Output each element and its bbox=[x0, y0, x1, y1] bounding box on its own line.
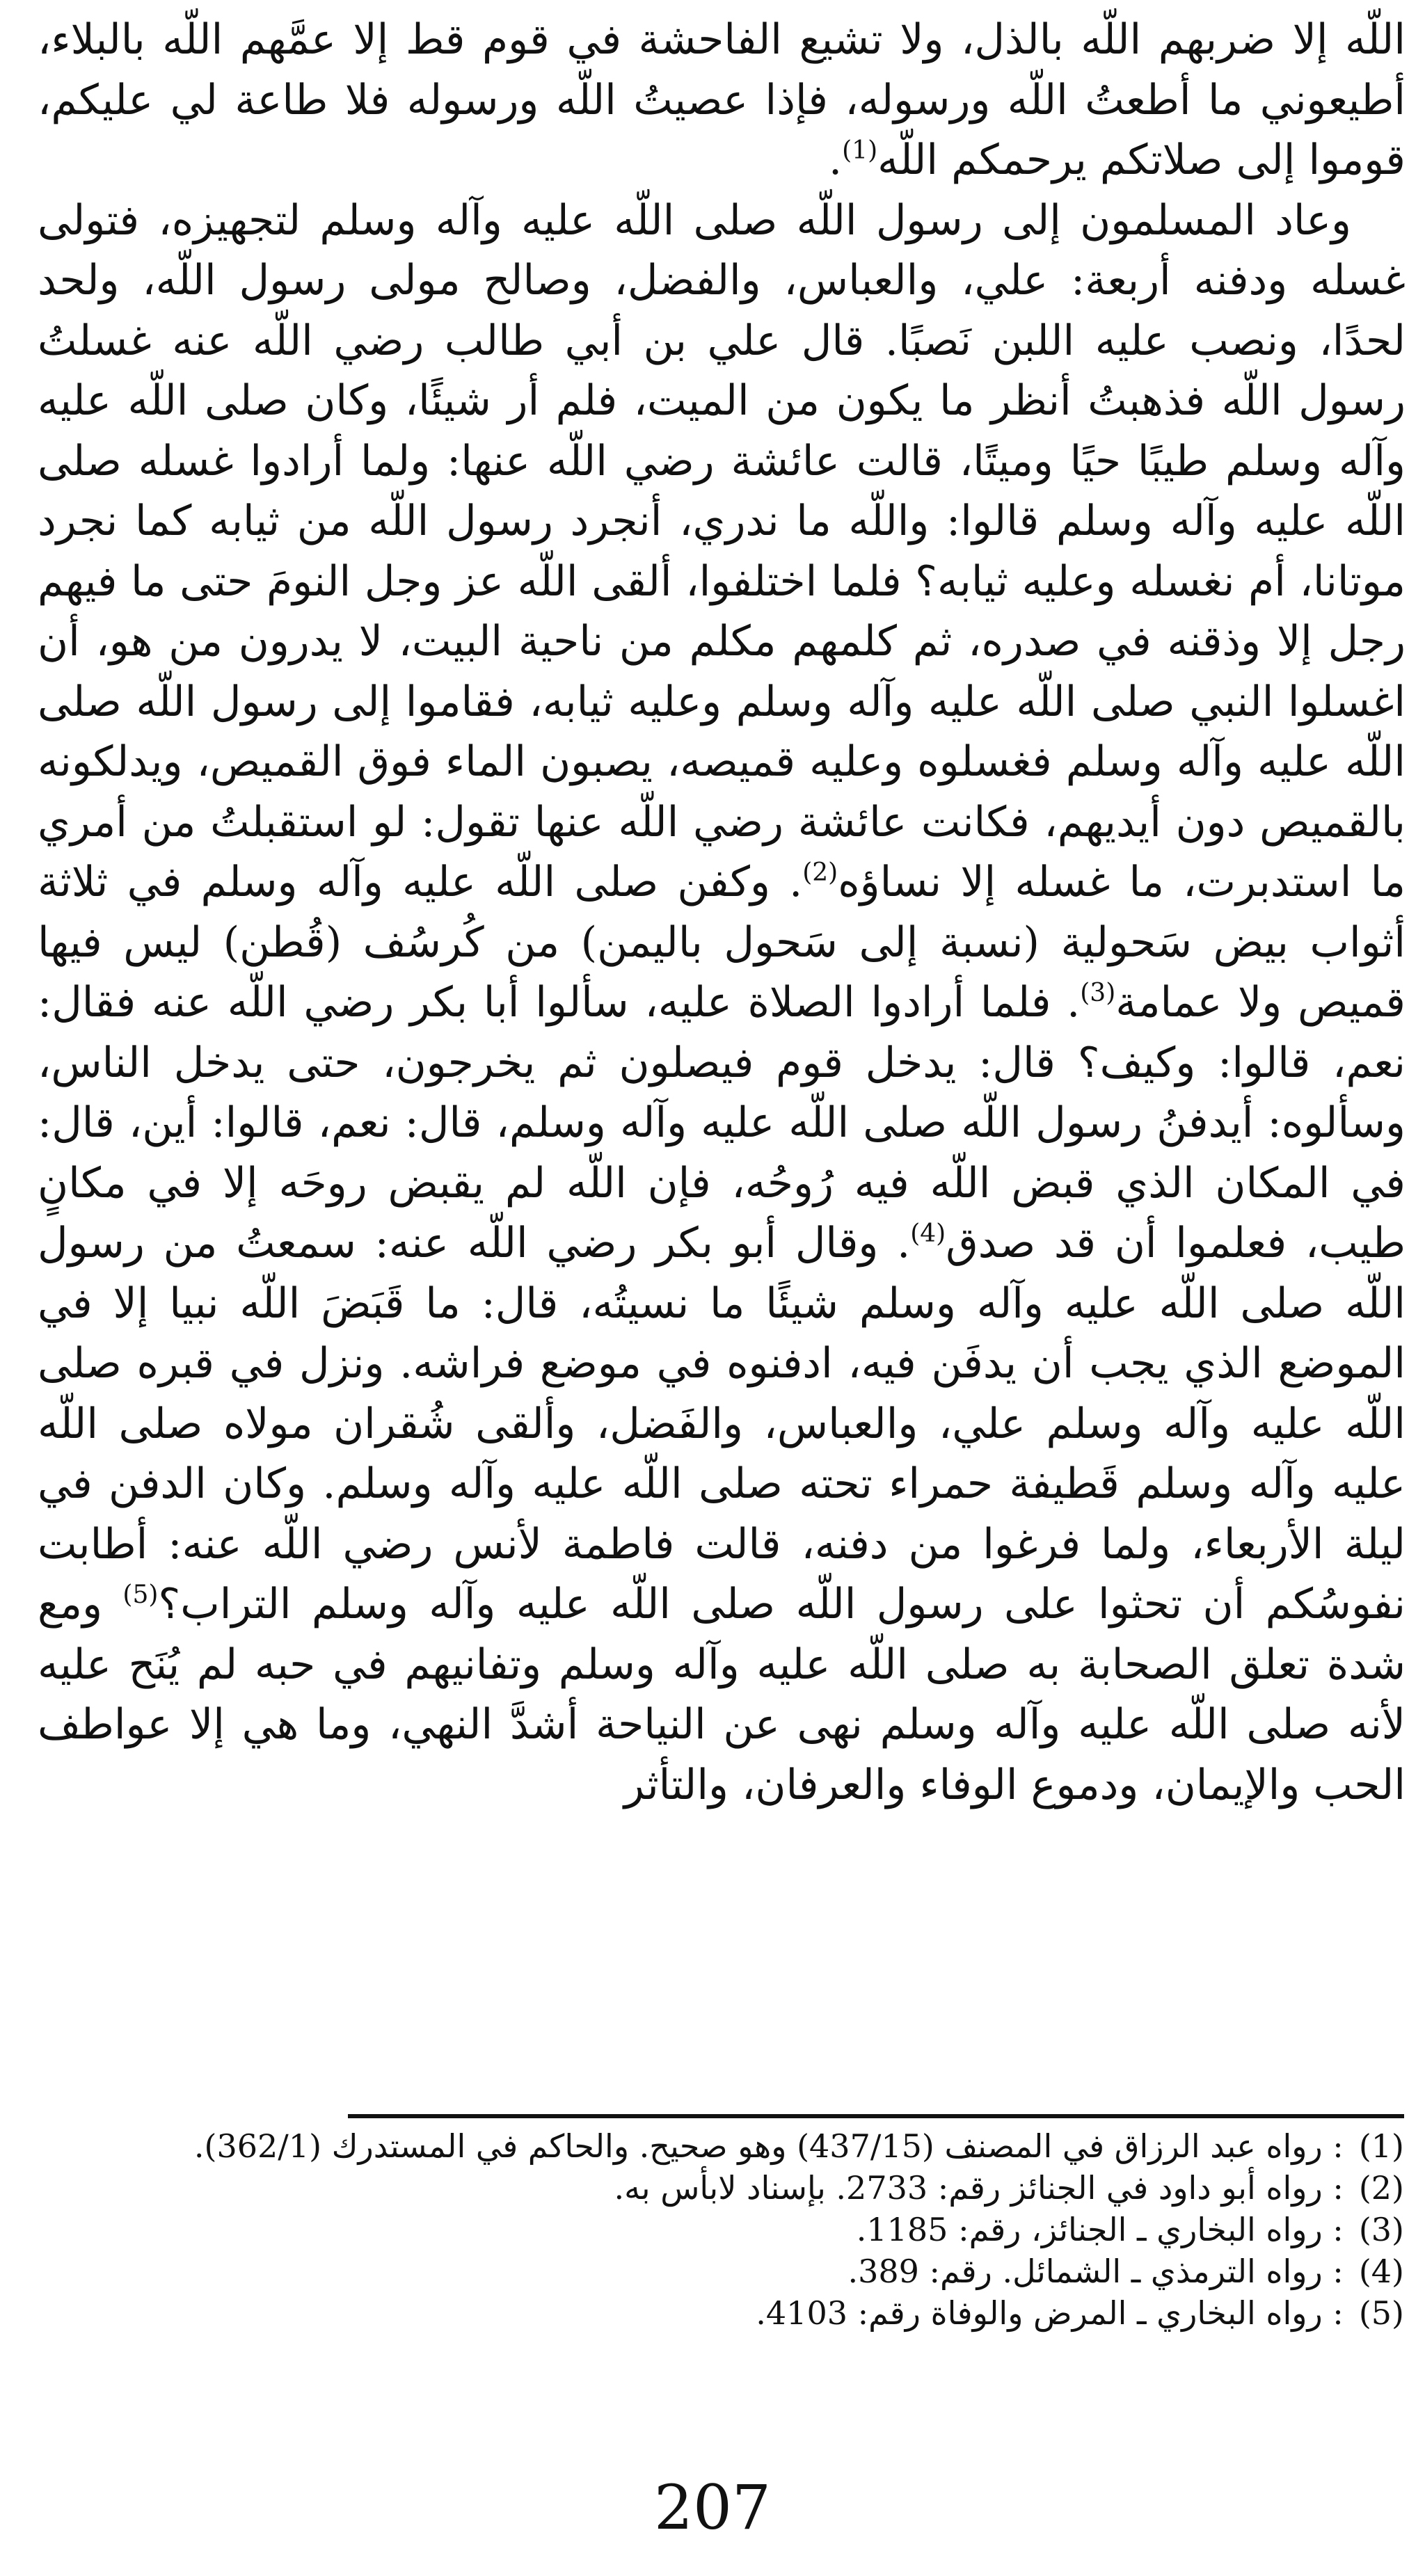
footnote-number: (3) bbox=[1358, 2211, 1404, 2248]
paragraph-2 bbox=[38, 191, 1406, 1816]
paragraph-1-end: . bbox=[829, 136, 843, 184]
paragraph-1 bbox=[38, 10, 1406, 191]
footnote-1 bbox=[193, 2125, 1404, 2167]
page-number: 207 bbox=[654, 2472, 771, 2543]
footnote-3 bbox=[348, 2209, 1404, 2250]
footnote-number: (1) bbox=[1358, 2127, 1404, 2165]
paragraph-1-text: اللّه إلا ضربهم اللّه بالذل، ولا تشيع الفاحشة في قوم قط إلا عمَّهم اللّه بالبلاء، أطيعوني ما أطعتُ اللّه ورسوله، فإذا عصيتُ اللّه ورسوله فلا طاعة لي عليكم، قوموا إلى صلاتكم يرحمكم اللّه bbox=[38, 15, 1406, 184]
footnote-4 bbox=[348, 2250, 1404, 2292]
footnote-text: : رواه عبد الرزاق في المصنف (437/15) وهو صحيح. والحاكم في المستدرك (362/1). bbox=[193, 2127, 1344, 2165]
paragraph-2-part-1: وعاد المسلمون إلى رسول اللّه صلى اللّه عليه وآله وسلم لتجهيزه، فتولى غسله ودفنه أربعة: علي، والعباس، والفضل، وصالح مولى رسول اللّه، ولحد لحدًا، ونصب عليه اللبن نَصبًا. قال علي بن أبي طالب رضي اللّه عنه غسلتُ رسول اللّه فذهبتُ أنظر ما يكون من الميت، فلم أر شيئًا، وكان صلى اللّه عليه وآله وسلم طيبًا حيًا وميتًا، قالت عائشة رضي اللّه عنها: ولما أرادوا غسله صلى اللّه عليه وآله وسلم قالوا: واللّه ما ندري، أنجرد رسول اللّه من ثيابه كما نجرد موتانا، أم نغسله وعليه ثيابه؟ فلما اختلفوا، ألقى اللّه عز وجل النومَ حتى ما فيهم رجل إلا وذقنه في صدره، ثم كلمهم مكلم من ناحية البيت، لا يدرون من هو، أن اغسلوا النبي صلى اللّه عليه وآله وسلم وعليه ثيابه، فقاموا إلى رسول اللّه صلى اللّه عليه وآله وسلم فغسلوه وعليه قميصه، يصبون الماء فوق القميص، ويدلكونه بالقميص دون أيديهم، فكانت عائشة رضي اللّه عنها تقول: لو استقبلتُ من أمري ما استدبرت، ما غسله إلا نساؤه bbox=[38, 195, 1406, 906]
paragraph-2-part-2: . وكفن صلى اللّه عليه وآله وسلم في ثلاثة أثواب بيض سَحولية (نسبة إلى سَحول باليمن) من كُرسُف (قُطن) ليس فيها قميص ولا عمامة bbox=[38, 858, 1406, 1027]
footnote-number: (5) bbox=[1358, 2294, 1404, 2332]
footnote-2 bbox=[348, 2167, 1404, 2209]
footnote-text: : رواه أبو داود في الجنائز رقم: 2733. بإسناد لابأس به. bbox=[614, 2169, 1344, 2207]
footnote-ref-5: (5) bbox=[122, 1581, 159, 1609]
main-text bbox=[38, 10, 1406, 1815]
footnote-ref-1: (1) bbox=[842, 136, 878, 165]
footnote-text: : رواه البخاري ـ الجنائز، رقم: 1185. bbox=[856, 2211, 1344, 2248]
paragraph-2-part-3: . فلما أرادوا الصلاة عليه، سألوا أبا بكر رضي اللّه عنه فقال: نعم، قالوا: وكيف؟ قال: يدخل قوم فيصلون ثم يخرجون، حتى يدخل الناس، وسألوه: أيدفنُ رسول اللّه صلى اللّه عليه وآله وسلم، قال: نعم، قالوا: أين، قال: في المكان الذي قبض اللّه فيه رُوحُه، فإن اللّه لم يقبض روحَه إلا في مكانٍ طيب، فعلموا أن قد صدق bbox=[38, 978, 1406, 1267]
paragraph-2-part-4: . وقال أبو بكر رضي اللّه عنه: سمعتُ من رسول اللّه صلى اللّه عليه وآله وسلم شيئًا ما نسيتُه، قال: ما قَبَضَ اللّه نبيا إلا في الموضع الذي يجب أن يدفَن فيه، ادفنوه في موضع فراشه. ونزل في قبره صلى اللّه عليه وآله وسلم علي، والعباس، والفَضل، وألقى شُقران مولاه صلى اللّه عليه وآله وسلم قَطيفة حمراء تحته صلى اللّه عليه وآله وسلم. وكان الدفن في ليلة الأربعاء، ولما فرغوا من دفنه، قالت فاطمة لأنس رضي اللّه عنه: أطابت نفوسُكم أن تحثوا على رسول اللّه صلى اللّه عليه وآله وسلم التراب؟ bbox=[38, 1219, 1406, 1629]
footnote-number: (4) bbox=[1358, 2253, 1404, 2290]
footnotes bbox=[193, 2125, 1404, 2334]
footnote-ref-3: (3) bbox=[1080, 979, 1116, 1007]
footnote-number: (2) bbox=[1358, 2169, 1404, 2207]
footnote-separator bbox=[348, 2114, 1404, 2118]
footnote-ref-2: (2) bbox=[802, 858, 838, 887]
paragraph-2-part-5: ومع شدة تعلق الصحابة به صلى اللّه عليه وآله وسلم وتفانيهم في حبه لم يُنَح عليه لأنه صلى اللّه عليه وآله وسلم نهى عن النياحة أشدَّ النهي، وما هي إلا عواطف الحب والإيمان، ودموع الوفاء والعرفان، والتأثر bbox=[38, 1580, 1406, 1809]
footnote-5 bbox=[348, 2292, 1404, 2334]
footnote-text: : رواه الترمذي ـ الشمائل. رقم: 389. bbox=[847, 2253, 1344, 2290]
footnote-text: : رواه البخاري ـ المرض والوفاة رقم: 4103. bbox=[756, 2294, 1344, 2332]
footnote-ref-4: (4) bbox=[910, 1219, 946, 1248]
